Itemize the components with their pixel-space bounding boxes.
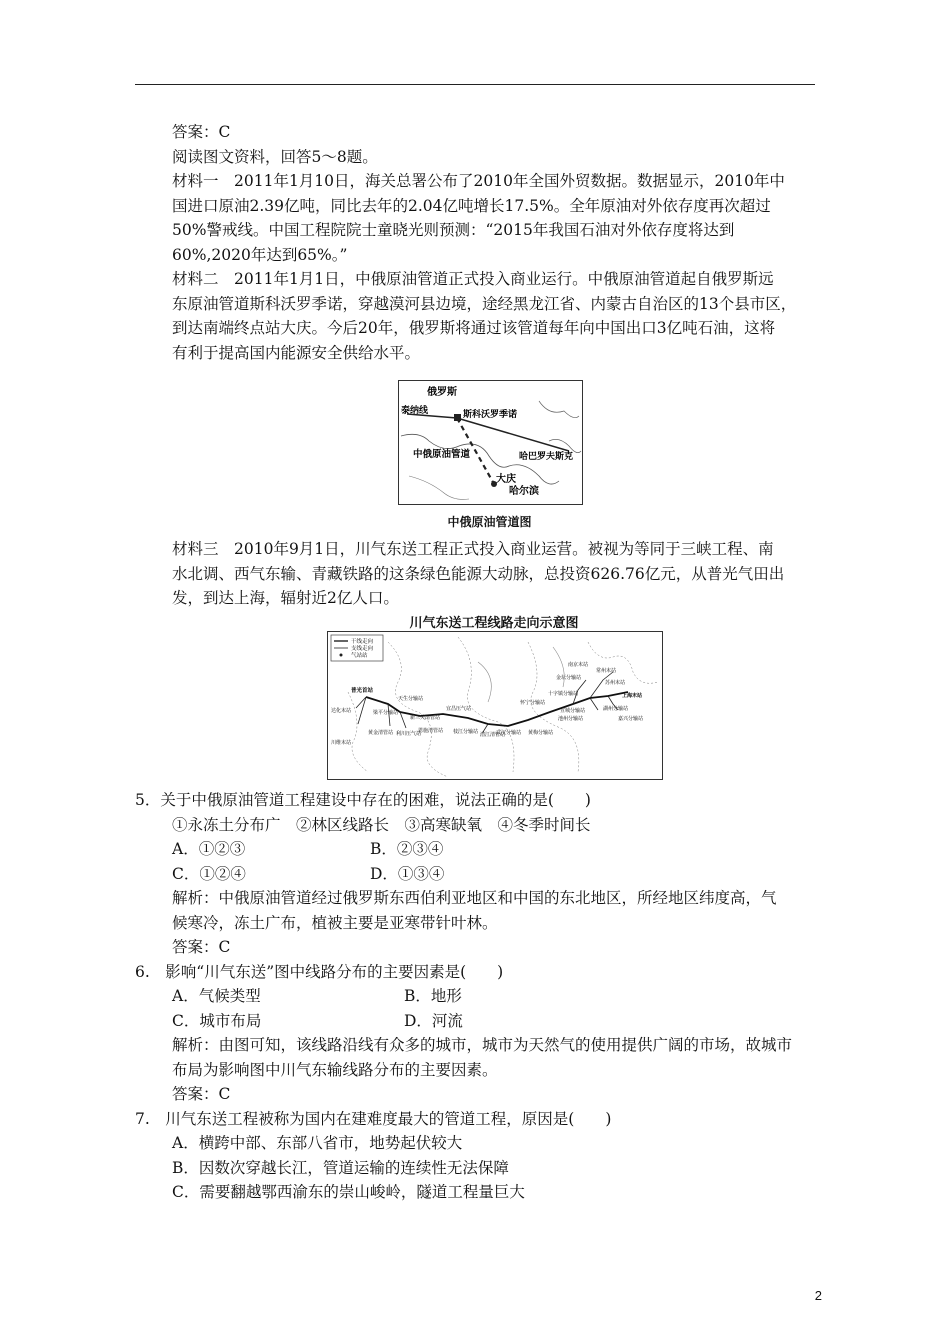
material-one-line: 材料一 2011年1月10日，海关总署公布了2010年全国外贸数据。数据显示，2010年中 xyxy=(172,172,785,190)
legend-label: 干线走向 xyxy=(351,639,374,645)
option-b: B．②③④ xyxy=(370,840,444,858)
station-label: 上海末站 xyxy=(622,693,643,699)
option-a: A．①②③ xyxy=(172,840,246,858)
station-label: 枝江分输站 xyxy=(453,729,479,735)
station-label: 金坛分输站 xyxy=(556,675,582,681)
station-label: 黄梅分输站 xyxy=(528,730,554,736)
analysis-text: 解析：中俄原油管道经过俄罗斯东西伯利亚地区和中国的东北地区，所经地区纬度高，气 xyxy=(172,889,777,907)
coast-line xyxy=(539,401,579,418)
station-label: 普光首站 xyxy=(351,688,374,694)
terrain-line xyxy=(409,476,469,499)
option-a: A．气候类型 xyxy=(172,987,261,1005)
analysis-text: 解析：由图可知，该线路沿线有众多的城市，城市为天然气的使用提供广阔的市场，故城市 xyxy=(172,1036,793,1054)
material-one-line: 50%警戒线。中国工程院院士童晓光则预测：“2015年我国石油对外依存度将达到 xyxy=(172,221,735,239)
pipeline-map xyxy=(399,381,582,504)
russia-label: 俄罗斯 xyxy=(427,387,457,398)
legend-label: 支线走向 xyxy=(351,646,374,652)
header-rule xyxy=(135,84,815,85)
station-label: 南京末站 xyxy=(568,662,589,668)
province-boundary xyxy=(458,637,514,772)
question-6-stem: 6. 影响“川气东送”图中线路分布的主要因素是( ) xyxy=(135,962,504,981)
daqing-label: 大庆 xyxy=(496,474,516,485)
khabarovsk-label: 哈巴罗夫斯克 xyxy=(519,452,574,462)
material-three-line: 材料三 2010年9月1日，川气东送工程正式投入商业运营。被视为等同于三峡工程、南 xyxy=(172,540,774,558)
question-5-items: ①永冻土分布广 ②林区线路长 ③高寒缺氧 ④冬季时间长 xyxy=(172,815,591,834)
material-three-line: 水北调、西气东输、青藏铁路的这条绿色能源大动脉，总投资626.76亿元，从普光气田出 xyxy=(172,564,785,583)
province-boundary xyxy=(348,692,368,772)
question-6-options-row xyxy=(135,1009,820,1034)
legend-label: 气站站 xyxy=(351,653,368,659)
station-label: 新三关清管站 xyxy=(410,715,441,721)
answer-text: 答案：C xyxy=(172,123,231,141)
pipeline-map-figure xyxy=(398,380,583,505)
station-label: 利川压气站 xyxy=(396,731,422,737)
far-east-line xyxy=(457,418,569,451)
questions-block xyxy=(135,788,820,1205)
question-5-options-row xyxy=(135,837,820,862)
station-label: 池州分输站 xyxy=(558,716,584,722)
option-b: B．因数次穿越长江，管道运输的连续性无法保障 xyxy=(172,1158,509,1177)
reading-intro: 阅读图文资料，回答5～8题。 xyxy=(172,147,378,166)
material-one-line: 国进口原油2.39亿吨，同比去年的2.04亿吨增长17.5%。全年原油对外依存度再次超过 xyxy=(172,196,771,215)
station-label: 怀宁分输站 xyxy=(520,700,546,706)
question-6-options-row xyxy=(135,984,820,1009)
question-7-stem: 7. 川气东送工程被称为国内在建难度最大的管道工程，原因是( ) xyxy=(135,1109,612,1128)
material-three-line: 发，到达上海，辐射近2亿人口。 xyxy=(172,589,399,607)
option-c: C．①②④ xyxy=(172,864,246,883)
station-label: 嘉兴分输站 xyxy=(618,716,644,722)
province-boundary xyxy=(588,642,658,683)
material-three-block xyxy=(135,537,820,611)
materials-block xyxy=(135,120,820,365)
page-number: 2 xyxy=(814,1288,822,1303)
option-b: B．地形 xyxy=(404,987,462,1005)
question-5-options-row xyxy=(135,862,820,887)
station-label: 宜昌压气站 xyxy=(446,706,472,712)
pipeline-map-caption: 中俄原油管道图 xyxy=(447,515,532,529)
option-d: D．①③④ xyxy=(370,864,445,883)
station-label: 苏州末站 xyxy=(605,680,626,686)
station-label: 湖州分输站 xyxy=(603,706,629,712)
analysis-text: 布局为影响图中川气东输线路分布的主要因素。 xyxy=(172,1060,498,1079)
gas-route-map-figure xyxy=(327,631,663,780)
harbin-label: 哈尔滨 xyxy=(509,486,539,497)
answer-text: 答案：C xyxy=(172,1085,231,1103)
question-5-stem: 5．关于中俄原油管道工程建设中存在的困难，说法正确的是( ) xyxy=(135,791,591,809)
station-label: 潜江清管站 xyxy=(480,732,506,738)
analysis-text: 候寒冷，冻土广布，植被主要是亚寒带针叶林。 xyxy=(172,913,498,932)
material-two-line: 东原油管道斯科沃罗季诺，穿越漠河县边境，途经黑龙江省、内蒙古自治区的13个县市区， xyxy=(172,294,797,313)
station-label: 川维末站 xyxy=(331,740,352,746)
material-two-line: 有利于提高国内能源安全供给水平。 xyxy=(172,343,421,362)
material-one-line: 60%,2020年达到65%。” xyxy=(172,245,348,264)
gas-route-map-title: 川气东送工程线路走向示意图 xyxy=(409,616,579,631)
legend-station-dot xyxy=(340,654,343,657)
station-label: 武汉分输站 xyxy=(496,730,522,736)
skovorodino-label: 斯科沃罗季诺 xyxy=(463,410,518,420)
station-label: 达化末站 xyxy=(331,708,352,714)
option-d: D．河流 xyxy=(404,1011,463,1030)
station-label: 恩施清管站 xyxy=(418,728,444,734)
station-label: 梁平分输站 xyxy=(373,710,399,716)
pipeline-label: 中俄原油管道 xyxy=(413,449,471,460)
option-c: C．需要翻越鄂西渝东的崇山峻岭，隧道工程量巨大 xyxy=(172,1183,525,1201)
station-label: 黄金清管站 xyxy=(368,730,394,736)
skovorodino-marker xyxy=(454,414,461,421)
option-c: C．城市布局 xyxy=(172,1011,262,1030)
option-a: A．横跨中部、东部八省市，地势起伏较大 xyxy=(172,1134,463,1152)
taina-label: 泰纳线 xyxy=(401,406,429,416)
answer-text: 答案：C xyxy=(172,938,231,956)
material-two-line: 材料二 2011年1月1日，中俄原油管道正式投入商业运行。中俄原油管道起自俄罗斯远 xyxy=(172,270,774,288)
station-label: 十字镇分输站 xyxy=(548,691,579,697)
material-two-line: 到达南端终点站大庆。今后20年，俄罗斯将通过该管道每年向中国出口3亿吨石油，这将 xyxy=(172,319,776,337)
station-label: 宣城分输站 xyxy=(560,708,586,714)
station-label: 常州末站 xyxy=(596,668,617,674)
gas-route-map xyxy=(328,632,662,779)
station-label: 天生分输站 xyxy=(398,696,424,702)
